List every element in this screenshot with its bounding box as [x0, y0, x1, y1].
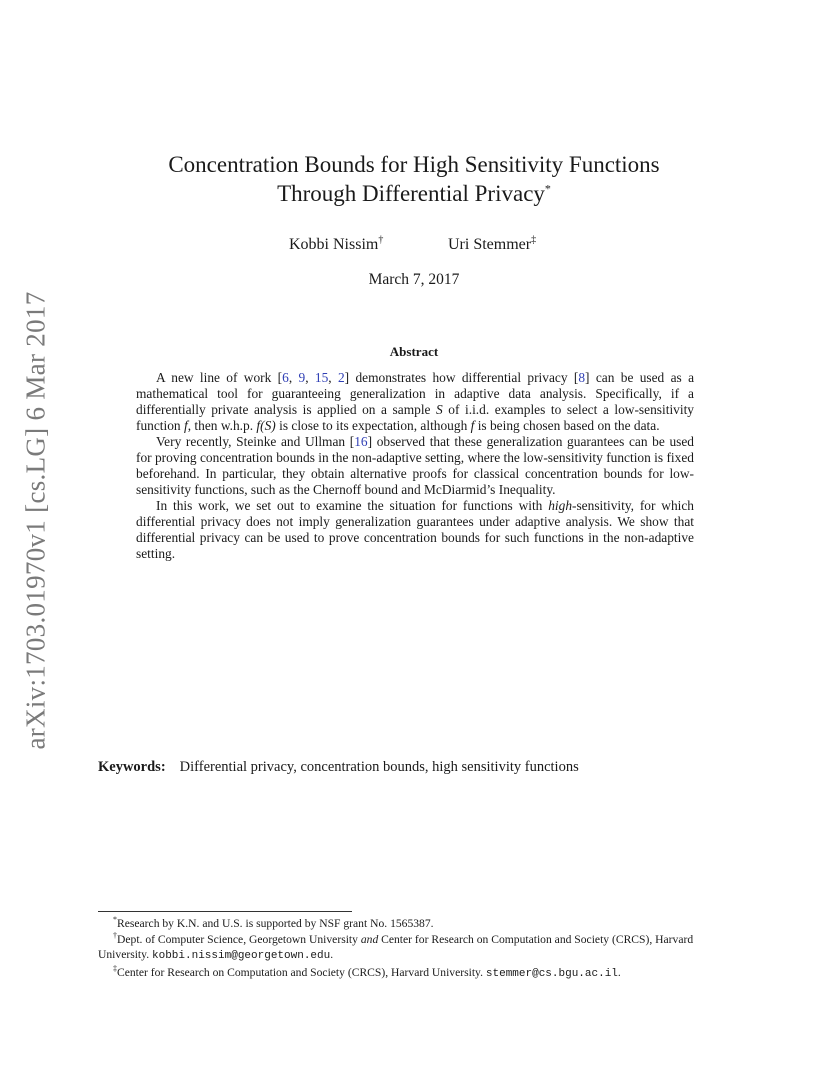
text-run: Very recently, Steinke and Ullman [	[156, 434, 355, 449]
citation-link[interactable]: 2	[337, 370, 345, 385]
keywords-text: Differential privacy, concentration bounds, high sensitivity functions	[179, 759, 579, 775]
text-run: ] demonstrates how differential privacy [	[344, 370, 579, 385]
text-run: A new line of work [	[156, 370, 283, 385]
title-footnote-mark: *	[544, 181, 551, 196]
title-line-1: Concentration Bounds for High Sensitivity Functions	[168, 152, 660, 177]
title-line-2	[100, 179, 728, 208]
abstract-paragraph-3	[136, 498, 694, 562]
footnote-text: Research by K.N. and U.S. is supported by NSF grant No. 1565387.	[117, 917, 434, 930]
text-run: ,	[328, 370, 338, 385]
keywords	[98, 759, 579, 776]
author-list	[0, 236, 828, 258]
arxiv-identifier: arXiv:1703.01970v1 [cs.LG] 6 Mar 2017	[20, 290, 51, 750]
footnote-funding	[98, 916, 734, 932]
author-name: Kobbi Nissim	[289, 236, 379, 253]
footnote-mark: ‡	[113, 963, 117, 973]
keywords-label: Keywords:	[98, 759, 166, 775]
abstract-paragraph-1	[136, 370, 694, 434]
math-expression: f(S)	[256, 418, 276, 433]
citation-link[interactable]: 8	[578, 370, 586, 385]
paper-date: March 7, 2017	[368, 271, 460, 288]
author-footnote-mark: ‡	[531, 234, 537, 246]
text-run: .	[617, 965, 621, 979]
text-run: Dept. of Computer Science, Georgetown University	[117, 932, 361, 946]
text-run: , then w.h.p.	[187, 418, 257, 433]
footnote-divider	[98, 911, 352, 912]
title-line-2-text: Through Differential Privacy	[277, 181, 545, 206]
text-run: In this work, we set out to examine the situation for functions with	[156, 498, 549, 513]
paper-title	[100, 150, 728, 208]
math-variable: f	[470, 418, 475, 433]
text-run: -sensitivity, for which differential privacy does not imply generalization guarantees under adaptive analysis. We show that differential privacy can be used to prove concentration bounds for such functions in the non-adaptive setting.	[136, 498, 694, 561]
math-variable: f	[183, 418, 188, 433]
footnote-mark: *	[113, 915, 117, 925]
footnote-affiliation-stemmer	[98, 965, 734, 983]
text-run: Center for Research on Computation and Society (CRCS), Harvard University.	[117, 965, 486, 979]
abstract-heading: Abstract	[389, 344, 439, 359]
emphasis: and	[360, 932, 379, 946]
text-run: of i.i.d. examples to select a low-sensitivity function	[136, 402, 694, 433]
text-run: ] observed that these generalization guarantees can be used for proving concentration bounds in the non-adaptive setting, where the low-sensitivity function is fixed beforehand. In particular, they obtain alternative proofs for classical concentration bounds for low-sensitivity functions, such as the Chernoff bound and McDiarmid’s Inequality.	[136, 434, 694, 497]
text-run: is being chosen based on the data.	[474, 418, 660, 433]
citation-link[interactable]: 15	[314, 370, 329, 385]
text-run: ,	[288, 370, 299, 385]
author-footnote-mark: †	[378, 234, 384, 246]
abstract-body	[136, 370, 694, 562]
author-name: Uri Stemmer	[448, 236, 532, 253]
abstract-paragraph-2	[136, 434, 694, 498]
citation-link[interactable]: 9	[298, 370, 306, 385]
math-variable: S	[436, 402, 443, 417]
email-link[interactable]: stemmer@cs.bgu.ac.il	[485, 967, 618, 980]
text-run: ] can be used as a mathematical tool for guaranteeing generalization in adaptive data analysis. Specifically, if a differentially private analysis is applied on a sample	[136, 370, 695, 417]
citation-link[interactable]: 6	[282, 370, 289, 385]
footnote-mark: †	[113, 930, 117, 940]
email-link[interactable]: kobbi.nissim@georgetown.edu	[152, 950, 331, 962]
text-run: .	[330, 948, 334, 961]
footnotes	[98, 916, 734, 982]
citation-link[interactable]: 16	[354, 434, 368, 449]
text-run: is close to its expectation, although	[275, 418, 471, 433]
text-run: Center for Research on Computation and Society (CRCS), Harvard University.	[98, 932, 694, 961]
author-stemmer	[448, 236, 536, 254]
footnote-affiliation-nissim	[98, 932, 734, 965]
text-run: ,	[305, 370, 315, 385]
author-nissim	[289, 236, 383, 254]
emphasis: high	[548, 498, 573, 513]
